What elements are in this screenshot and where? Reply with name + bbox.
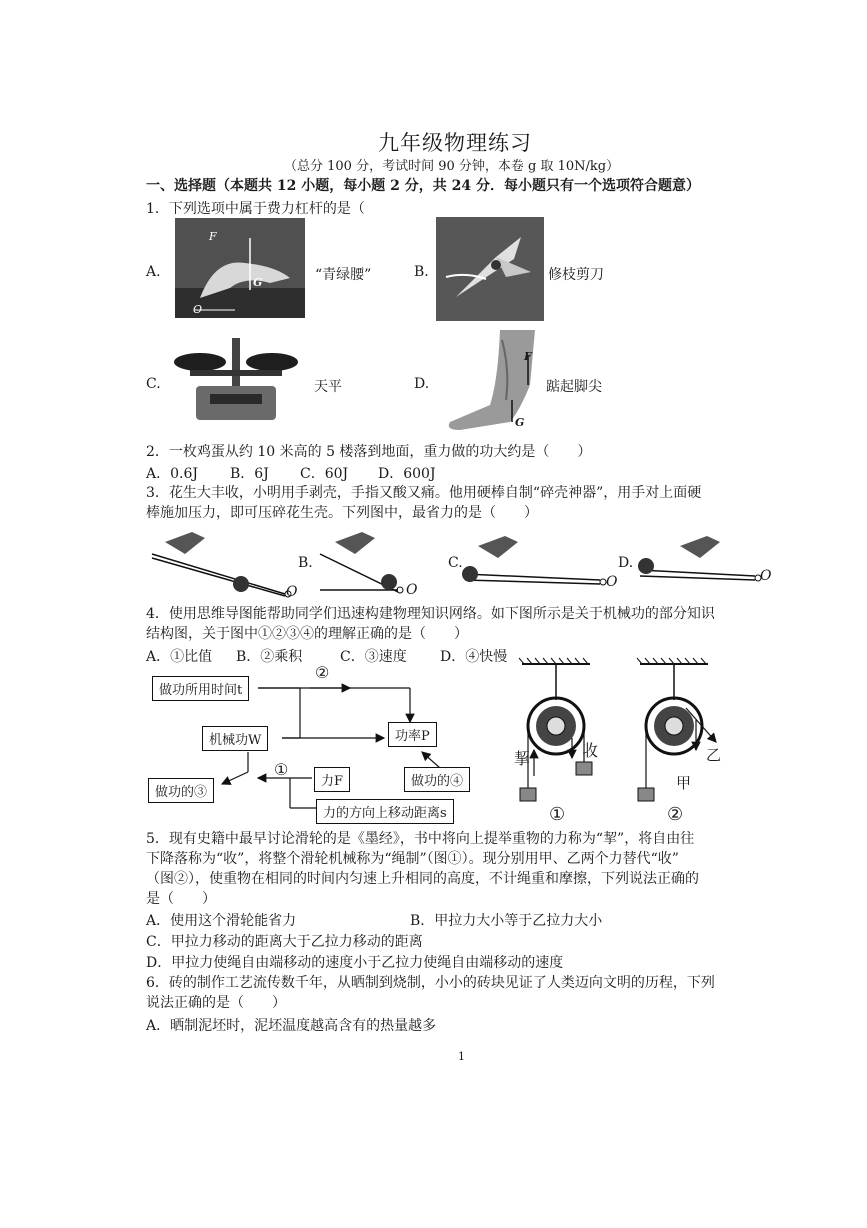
- q3-lever-a: [152, 532, 291, 597]
- question-5-line2: 下降落称为“收”，将整个滑轮机械称为“绳制”（图①）。现分别用甲、乙两个力替代“收”: [146, 851, 679, 867]
- q3-option-d-letter: D.: [618, 555, 634, 571]
- q3-lever-d: [638, 536, 761, 581]
- q6-option-a: A．晒制泥坯时，泥坯温度越高含有的热量越多: [146, 1018, 437, 1034]
- map-node-time: 做功所用时间t: [152, 676, 249, 701]
- q3-pivot-c: O: [606, 574, 618, 590]
- map-mark-2: ②: [315, 663, 330, 682]
- q1-option-a-letter: A.: [146, 264, 161, 280]
- q5-option-a: A．使用这个滑轮能省力: [146, 913, 297, 929]
- q1-option-a-caption: “青绿腰”: [315, 267, 372, 283]
- q3-lever-b: [320, 532, 403, 593]
- q3-lever-c: [462, 536, 606, 585]
- q3-lever-figures: [0, 524, 867, 604]
- q1a-f-label: F: [209, 230, 217, 243]
- pulley-label-jia: 甲: [676, 774, 692, 792]
- map-node-distance: 力的方向上移动距离s: [316, 799, 454, 824]
- map-node-of3: 做功的③: [148, 778, 214, 803]
- page-number: 1: [458, 1050, 465, 1063]
- question-2-stem: 2．一枚鸡蛋从约 10 米高的 5 楼落到地面，重力做的功大约是（ ）: [146, 444, 592, 460]
- question-6-line1: 6．砖的制作工艺流传数千年，从晒制到烧制，小小的砖块见证了人类迈向文明的历程，下列: [146, 975, 715, 991]
- q4-option-a: A．①比值: [146, 649, 213, 665]
- q3-pivot-b: O: [406, 582, 418, 598]
- question-3-stem-line2: 棒施加压力，即可压碎花生壳。下列图中，最省力的是（ ）: [146, 505, 538, 521]
- pulley-figures: [516, 658, 816, 818]
- pulley-fig-1: [519, 658, 592, 801]
- page-title: 九年级物理练习: [378, 131, 532, 155]
- q2-option-d: D．600J: [378, 466, 436, 482]
- q1-option-d-caption: 踮起脚尖: [546, 379, 602, 395]
- section-heading: 一、选择题（本题共 12 小题，每小题 2 分，共 24 分．每小题只有一个选项符合题意）: [146, 178, 700, 194]
- q5-option-c: C．甲拉力移动的距离大于乙拉力移动的距离: [146, 934, 423, 950]
- q3-option-c-letter: C.: [448, 555, 463, 571]
- pulley-label-yi: 乙: [706, 746, 722, 764]
- q1-photo-b: [436, 217, 544, 321]
- q2-option-b: B．6J: [230, 466, 269, 482]
- q1-option-b-letter: B.: [414, 264, 429, 280]
- question-4-stem-line2: 结构图，关于图中①②③④的理解正确的是（ ）: [146, 626, 468, 642]
- q1d-f-label: F: [524, 350, 532, 363]
- pulley-label-release: 收: [582, 741, 599, 760]
- q1-option-b-caption: 修枝剪刀: [548, 267, 604, 283]
- pulley-label-lift: 挈: [514, 749, 531, 768]
- balance-scale-icon: [170, 330, 302, 430]
- q1-option-c-letter: C.: [146, 376, 161, 392]
- question-4-stem-line1: 4．使用思维导图能帮助同学们迅速构建物理知识网络。如下图所示是关于机械功的部分知识: [146, 606, 715, 622]
- map-node-power: 功率P: [388, 722, 437, 747]
- q2-option-a: A．0.6J: [146, 466, 198, 482]
- map-node-work: 机械功W: [202, 726, 268, 751]
- q1-option-c-caption: 天平: [314, 379, 342, 395]
- q1-photo-c: [170, 330, 302, 430]
- q5-option-d: D．甲拉力使绳自由端移动的速度小于乙拉力使绳自由端移动的速度: [146, 955, 564, 971]
- pruning-shears-icon: [436, 217, 544, 321]
- question-5-line3: （图②），使重物在相同的时间内匀速上升相同的高度，不计绳重和摩擦，下列说法正确的: [146, 871, 699, 887]
- q1-option-d-letter: D.: [414, 376, 430, 392]
- q5-option-b: B．甲拉力大小等于乙拉力大小: [410, 913, 603, 929]
- q1a-o-label: O: [193, 303, 203, 316]
- q3-pivot-a: O: [286, 584, 298, 600]
- q4-option-d: D．④快慢: [440, 649, 508, 665]
- q4-option-b: B．②乘积: [236, 649, 303, 665]
- q4-option-c: C．③速度: [340, 649, 407, 665]
- q1d-g-label: G: [515, 416, 525, 429]
- pulley-fig1-label: ①: [549, 804, 566, 825]
- q1-photo-a: [175, 218, 305, 318]
- question-6-line2: 说法正确的是（ ）: [146, 995, 286, 1011]
- map-mark-1: ①: [274, 760, 289, 779]
- question-5-line4: 是（ ）: [146, 891, 216, 907]
- q1a-g-label: G: [253, 276, 263, 289]
- q3-option-b-letter: B.: [298, 555, 313, 571]
- question-5-line1: 5．现有史籍中最早讨论滑轮的是《墨经》，书中将向上提举重物的力称为“挈”，将自由往: [146, 831, 695, 847]
- map-node-of4: 做功的④: [404, 767, 470, 792]
- q3-pivot-d: O: [760, 568, 772, 584]
- question-1-stem: 1．下列选项中属于费力杠杆的是（: [146, 201, 365, 217]
- page-subtitle: （总分 100 分，考试时间 90 分钟，本卷 g 取 10N/kg）: [284, 159, 620, 174]
- foot-tiptoe-icon: [440, 330, 540, 434]
- map-node-force: 力F: [314, 767, 350, 792]
- q2-option-c: C．60J: [300, 466, 349, 482]
- pulley-fig2-label: ②: [667, 804, 684, 825]
- q1-photo-d: [440, 330, 540, 434]
- question-3-stem-line1: 3．花生大丰收，小明用手剥壳，手指又酸又痛。他用硬棒自制“碎壳神器”，用手对上面硬: [146, 485, 702, 501]
